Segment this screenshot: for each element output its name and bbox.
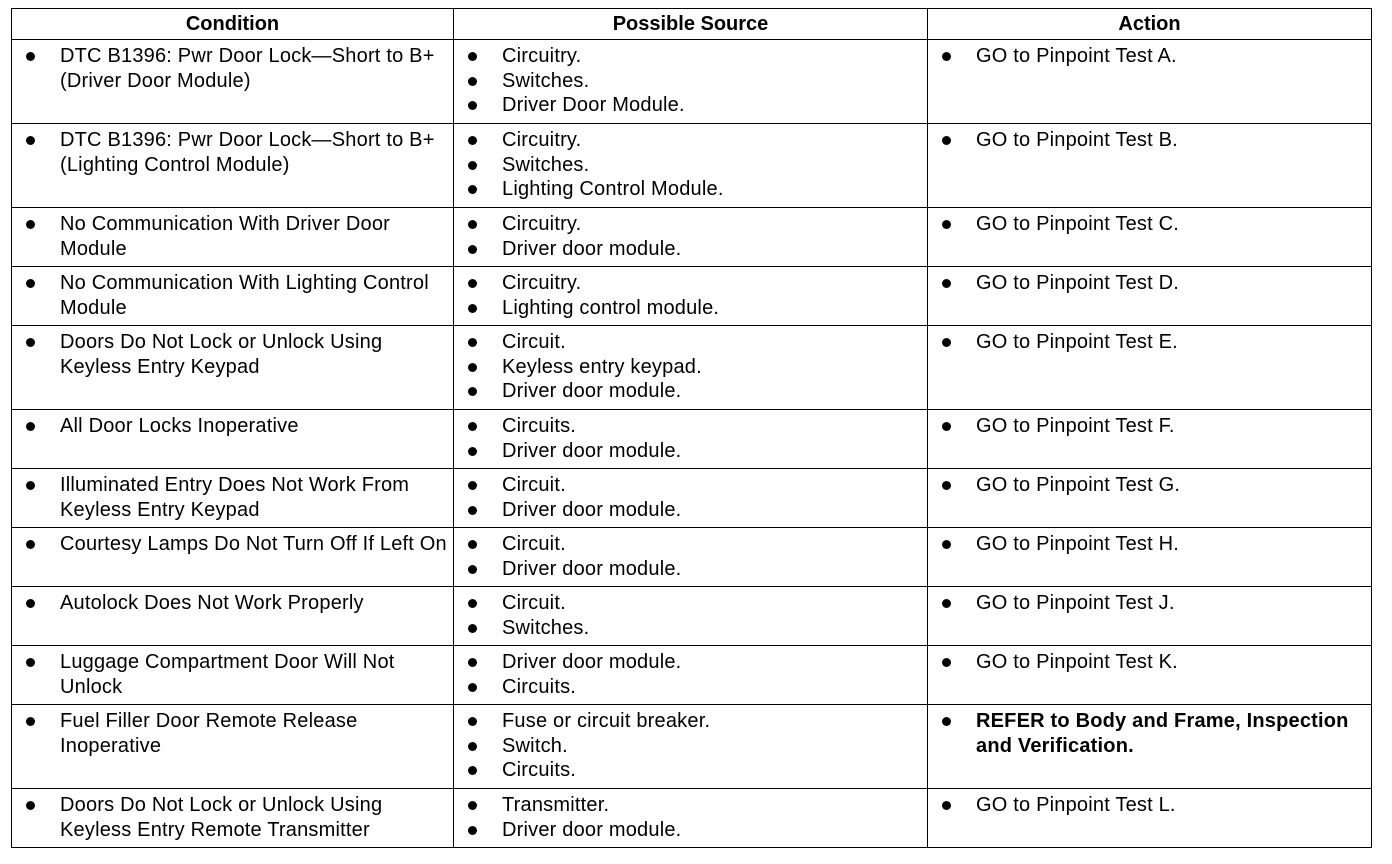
condition-text: DTC B1396: Pwr Door Lock—Short to B+ (Lighting Control Module): [20, 128, 447, 177]
table-row: [12, 40, 1372, 124]
condition-cell: [12, 326, 454, 410]
source-cell: [454, 267, 928, 326]
source-cell: [454, 789, 928, 848]
action-cell: [928, 267, 1372, 326]
condition-cell: [12, 208, 454, 267]
action-cell: [928, 646, 1372, 705]
source-cell: [454, 40, 928, 124]
condition-cell: [12, 410, 454, 469]
table-row: [12, 528, 1372, 587]
action-text: GO to Pinpoint Test K.: [936, 650, 1365, 675]
table-row: [12, 587, 1372, 646]
condition-text: Luggage Compartment Door Will Not Unlock: [20, 650, 447, 699]
action-cell: [928, 587, 1372, 646]
table-row: [12, 410, 1372, 469]
source-item: Switches.: [462, 153, 921, 178]
table-row: [12, 646, 1372, 705]
table-row: [12, 789, 1372, 848]
condition-cell: [12, 789, 454, 848]
source-item: Switches.: [462, 616, 921, 641]
header-condition: Condition: [12, 9, 454, 40]
action-text: GO to Pinpoint Test F.: [936, 414, 1365, 439]
action-text: GO to Pinpoint Test C.: [936, 212, 1365, 237]
source-item: Circuit.: [462, 591, 921, 616]
condition-cell: [12, 124, 454, 208]
source-item: Keyless entry keypad.: [462, 355, 921, 380]
source-cell: [454, 326, 928, 410]
condition-text: Autolock Does Not Work Properly: [20, 591, 447, 616]
source-item: Driver Door Module.: [462, 93, 921, 118]
action-cell: [928, 789, 1372, 848]
action-cell: [928, 326, 1372, 410]
table-row: [12, 124, 1372, 208]
source-item: Switches.: [462, 69, 921, 94]
table-row: [12, 326, 1372, 410]
source-item: Driver door module.: [462, 379, 921, 404]
source-cell: [454, 646, 928, 705]
source-item: Circuits.: [462, 758, 921, 783]
action-text: GO to Pinpoint Test A.: [936, 44, 1365, 69]
table-row: [12, 208, 1372, 267]
action-text: GO to Pinpoint Test L.: [936, 793, 1365, 818]
source-item: Driver door module.: [462, 650, 921, 675]
source-item: Circuitry.: [462, 212, 921, 237]
source-item: Circuits.: [462, 414, 921, 439]
table-row: [12, 705, 1372, 789]
condition-cell: [12, 267, 454, 326]
source-item: Circuit.: [462, 473, 921, 498]
source-item: Driver door module.: [462, 557, 921, 582]
condition-text: Doors Do Not Lock or Unlock Using Keyless Entry Keypad: [20, 330, 447, 379]
condition-text: All Door Locks Inoperative: [20, 414, 447, 439]
condition-cell: [12, 40, 454, 124]
condition-cell: [12, 587, 454, 646]
source-item: Circuit.: [462, 330, 921, 355]
action-cell: [928, 208, 1372, 267]
source-item: Circuitry.: [462, 44, 921, 69]
source-item: Fuse or circuit breaker.: [462, 709, 921, 734]
source-cell: [454, 587, 928, 646]
action-cell: [928, 705, 1372, 789]
action-text: GO to Pinpoint Test G.: [936, 473, 1365, 498]
source-cell: [454, 410, 928, 469]
action-text: GO to Pinpoint Test J.: [936, 591, 1365, 616]
source-item: Lighting Control Module.: [462, 177, 921, 202]
source-item: Transmitter.: [462, 793, 921, 818]
source-item: Driver door module.: [462, 818, 921, 843]
action-text: GO to Pinpoint Test D.: [936, 271, 1365, 296]
condition-text: Doors Do Not Lock or Unlock Using Keyless Entry Remote Transmitter: [20, 793, 447, 842]
source-cell: [454, 528, 928, 587]
condition-text: Illuminated Entry Does Not Work From Keyless Entry Keypad: [20, 473, 447, 522]
source-item: Circuits.: [462, 675, 921, 700]
action-cell: [928, 40, 1372, 124]
condition-text: DTC B1396: Pwr Door Lock—Short to B+ (Driver Door Module): [20, 44, 447, 93]
action-cell: [928, 469, 1372, 528]
header-row: [12, 9, 1372, 40]
header-action: Action: [928, 9, 1372, 40]
action-text: GO to Pinpoint Test B.: [936, 128, 1365, 153]
action-cell: [928, 124, 1372, 208]
table-row: [12, 267, 1372, 326]
source-cell: [454, 705, 928, 789]
action-text: GO to Pinpoint Test E.: [936, 330, 1365, 355]
source-item: Driver door module.: [462, 439, 921, 464]
action-text: GO to Pinpoint Test H.: [936, 532, 1365, 557]
source-item: Driver door module.: [462, 498, 921, 523]
condition-text: Fuel Filler Door Remote Release Inoperative: [20, 709, 447, 758]
action-cell: [928, 410, 1372, 469]
source-item: Switch.: [462, 734, 921, 759]
header-possible-source: Possible Source: [454, 9, 928, 40]
action-cell: [928, 528, 1372, 587]
condition-text: No Communication With Lighting Control Module: [20, 271, 447, 320]
condition-cell: [12, 528, 454, 587]
condition-cell: [12, 469, 454, 528]
source-item: Circuitry.: [462, 128, 921, 153]
source-cell: [454, 469, 928, 528]
source-item: Lighting control module.: [462, 296, 921, 321]
condition-text: Courtesy Lamps Do Not Turn Off If Left On: [20, 532, 447, 557]
source-cell: [454, 208, 928, 267]
source-item: Driver door module.: [462, 237, 921, 262]
diagnostic-table: [11, 8, 1372, 848]
condition-cell: [12, 646, 454, 705]
source-item: Circuit.: [462, 532, 921, 557]
condition-cell: [12, 705, 454, 789]
source-cell: [454, 124, 928, 208]
condition-text: No Communication With Driver Door Module: [20, 212, 447, 261]
action-text: REFER to Body and Frame, Inspection and Verification.: [936, 709, 1365, 758]
table-row: [12, 469, 1372, 528]
source-item: Circuitry.: [462, 271, 921, 296]
